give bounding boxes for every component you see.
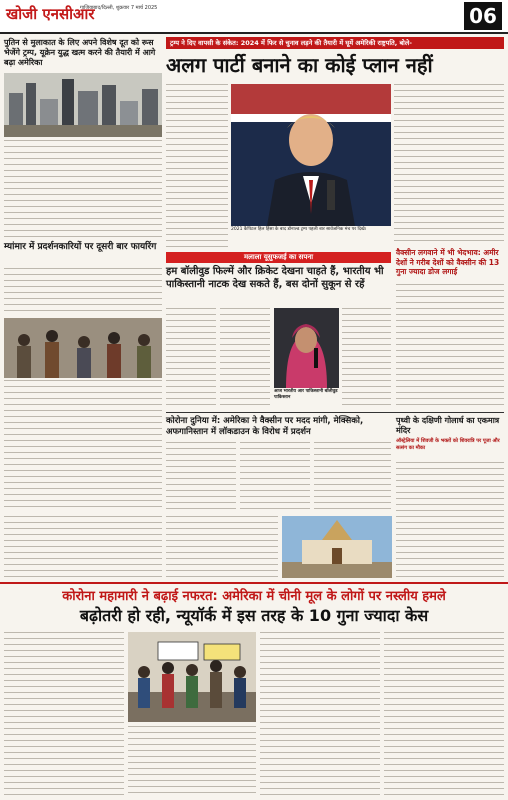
bottom-body-col-3: [260, 632, 380, 796]
page-number: 06: [464, 2, 502, 30]
main-headline: अलग पार्टी बनाने का कोई प्लान नहीं: [166, 53, 433, 77]
masthead: [0, 0, 508, 34]
main-kicker: ट्रम्प ने दिए वापसी के संकेत: 2024 में फिर से चुनाव लड़ने की तैयारी में घूमें अमेरिकी राष्ट्रपति, बोले-: [166, 37, 504, 49]
temple-subhead: ऑस्ट्रेलिया में शिवजी के भक्तों को शिवरात्रि पर पूजा और सत्संग का मौका: [396, 438, 500, 451]
left-top-body: [4, 140, 162, 240]
bottom-body-col-2: [128, 726, 256, 796]
vaccine-body: [396, 284, 504, 410]
bottom-rule: [0, 582, 508, 584]
malala-body-col-4: [342, 308, 391, 408]
trump-photo-caption: 2021 कैपिटल हिल हिंसा के बाद डोनाल्ड ट्रम्प पहली बार सार्वजनिक मंच पर दिखे।: [231, 227, 367, 232]
temple-body: [396, 462, 504, 512]
main-body-col-1: [166, 84, 228, 248]
right-lower-body: [396, 516, 504, 578]
malala-body-col-2: [220, 308, 270, 408]
trump-photo: [231, 84, 391, 226]
malala-quote: आज भारतीय आर पाकिस्तानी बॉलीवुड पाकिस्तान: [274, 389, 338, 400]
bottom-body-col-4: [384, 632, 504, 796]
bottom-headline-line1: कोरोना महामारी ने बढ़ाई नफरत: अमेरिका में चीनी मूल के लोगों पर नस्लीय हमले: [62, 589, 446, 604]
malala-banner: मलाला यूसुफजई का सपना: [166, 252, 391, 263]
divider: [166, 412, 504, 413]
corona-body-col-3: [314, 442, 391, 512]
left-top-headline: पुतिन से मुलाकात के लिए अपने विशेष दूत को रूस भेजेंगे ट्रम्प, यूक्रेन युद्ध खत्म करने की तैयारी में आगे बढ़ा अमेरिका: [4, 38, 156, 67]
vaccine-headline: वैक्सीन लगवाने में भी भेदभाव: अमीर देशों ने गरीब देशों को वैक्सीन की 13 गुना ज्यादा डोज लगाई: [396, 248, 500, 276]
corona-body-col-1: [166, 442, 236, 512]
malala-body-col-1: [166, 308, 216, 408]
bottom-body-col-1: [4, 632, 124, 796]
corona-headline: कोरोना दुनिया में: अमेरिका ने वैक्सीन पर मदद मांगी, मेक्सिको, अफगानिस्तान में लॉकडाउन के विरोध में प्रदर्शन: [166, 416, 364, 437]
newspaper-logo: खोजी एनसीआर: [6, 5, 95, 23]
main-body-col-4: [394, 168, 504, 246]
corona-body-col-2: [240, 442, 310, 512]
dateline: गाजियाबाद/दिल्ली, शुक्रवार 7 मार्च 2025: [80, 5, 158, 11]
nyc-protest-photo: [128, 632, 256, 722]
temple-headline: पृथ्वी के दक्षिणी गोलार्ध का एकमात्र मंदिर: [396, 416, 500, 435]
left-mid-body-2: [4, 380, 162, 512]
left-lower-body: [4, 516, 162, 578]
center-lower-body: [166, 516, 278, 578]
malala-headline: हम बॉलीवुड फिल्में और क्रिकेट देखना चाहते हैं, भारतीय भी पाकिस्तानी नाटक देख सकते हैं, बस दोनों सुकून से रहें: [166, 266, 384, 290]
main-body-col-3: [394, 84, 504, 164]
temple-photo: [282, 516, 392, 578]
malala-photo: [274, 308, 339, 388]
city-skyline-photo: [4, 73, 162, 137]
bottom-headline-line2: बढ़ोतरी हो रही, न्यूयॉर्क में इस तरह के 10 गुना ज्यादा केस: [79, 606, 429, 625]
protest-photo: [4, 318, 162, 378]
left-mid-body-1: [4, 268, 162, 316]
left-mid-headline: म्यांमार में प्रदर्शनकारियों पर दूसरी बार फायरिंग: [4, 242, 157, 252]
